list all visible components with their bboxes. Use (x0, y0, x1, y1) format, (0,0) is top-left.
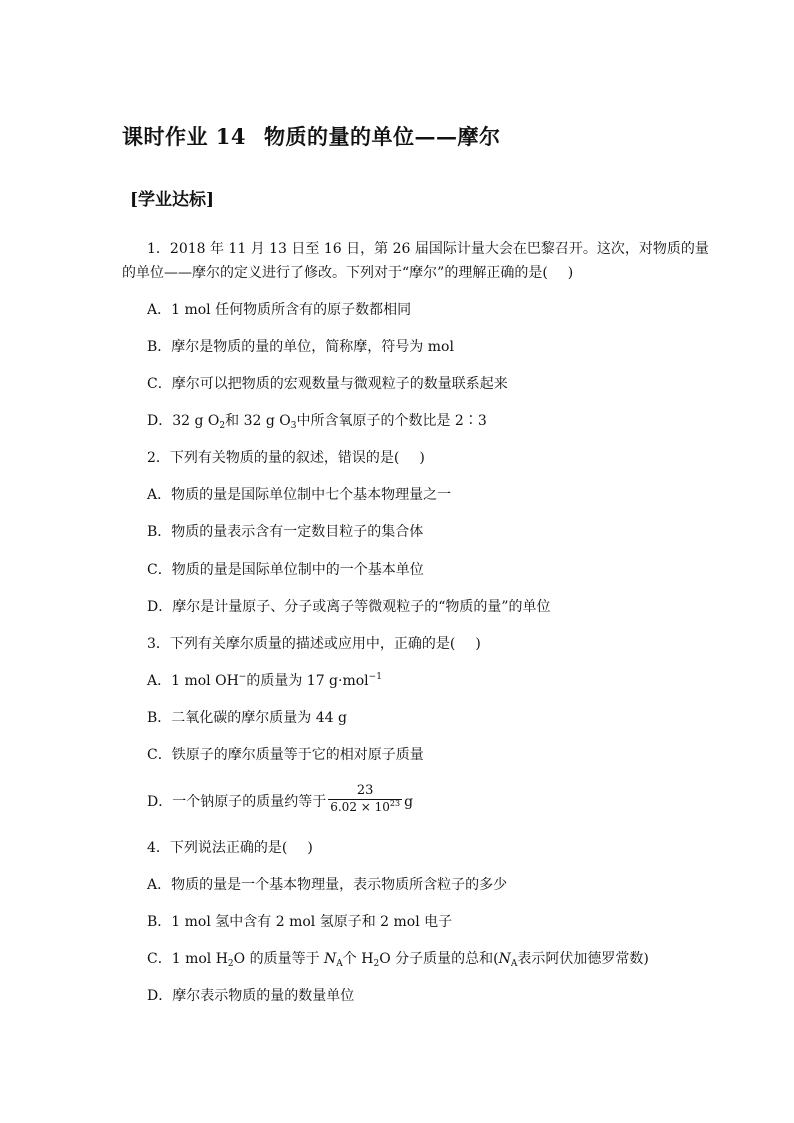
question-4-option-d: D．摩尔表示物质的量的数量单位 (147, 988, 355, 1004)
fraction: $\frac{23}{6.02 \times 10^{23}}$ (330, 783, 401, 814)
question-1-option-a: A．1 mol 任何物质所含有的原子数都相同 (147, 302, 412, 318)
question-3-option-b: B．二氧化碳的摩尔质量为 44 g (147, 710, 347, 726)
page-title (122, 121, 501, 151)
question-4-option-c: C．1 mol $H_2O$ 的质量等于 $N_A$个 $H_2O$ 分子质量的总和($N_A$表示阿伏加德罗常数) (147, 951, 649, 969)
question-1-option-d: D．32 g $O_2$和 32 g $O_3$中所含氧原子的个数比是 2∶3 (147, 413, 487, 431)
question-3-option-c: C．铁原子的摩尔质量等于它的相对原子质量 (147, 747, 424, 763)
question-1-stem-line-2: 的单位——摩尔的定义进行了修改。下列对于“摩尔”的理解正确的是( ) (122, 265, 574, 281)
question-1-option-b: B．摩尔是物质的量的单位，简称摩，符号为 mol (147, 339, 454, 355)
question-2-option-c: C．物质的量是国际单位制中的一个基本单位 (147, 562, 424, 578)
section-heading: [学业达标] (130, 190, 215, 210)
question-2-stem: 2．下列有关物质的量的叙述，错误的是( ) (147, 450, 425, 466)
question-2-option-a: A．物质的量是国际单位制中七个基本物理量之一 (147, 487, 452, 503)
title-lesson-number: 课时作业 14 (122, 124, 247, 149)
question-3-stem: 3．下列有关摩尔质量的描述或应用中，正确的是( ) (147, 636, 481, 652)
question-4-option-a: A．物质的量是一个基本物理量，表示物质所含粒子的多少 (147, 877, 508, 893)
question-4-stem: 4．下列说法正确的是( ) (147, 840, 313, 856)
question-4-option-b: B．1 mol 氢中含有 2 mol 氢原子和 2 mol 电子 (147, 914, 453, 930)
question-3-option-a: A．1 mol OH−的质量为 17 g·mol$^{-1}$ (147, 672, 382, 689)
title-topic: 物质的量的单位——摩尔 (264, 124, 501, 149)
question-2-option-b: B．物质的量表示含有一定数目粒子的集合体 (147, 524, 424, 540)
question-3-option-d: D．一个钠原子的质量约等于 $\frac{23}{6.02 \times 10^{23}}$ g (147, 783, 414, 814)
question-1-option-c: C．摩尔可以把物质的宏观数量与微观粒子的数量联系起来 (147, 376, 508, 392)
question-1-stem-line-1: 1．2018 年 11 月 13 日至 16 日，第 26 届国际计量大会在巴黎召开。这次，对物质的量 (147, 241, 709, 257)
question-2-option-d: D．摩尔是计量原子、分子或离子等微观粒子的“物质的量”的单位 (147, 599, 551, 615)
